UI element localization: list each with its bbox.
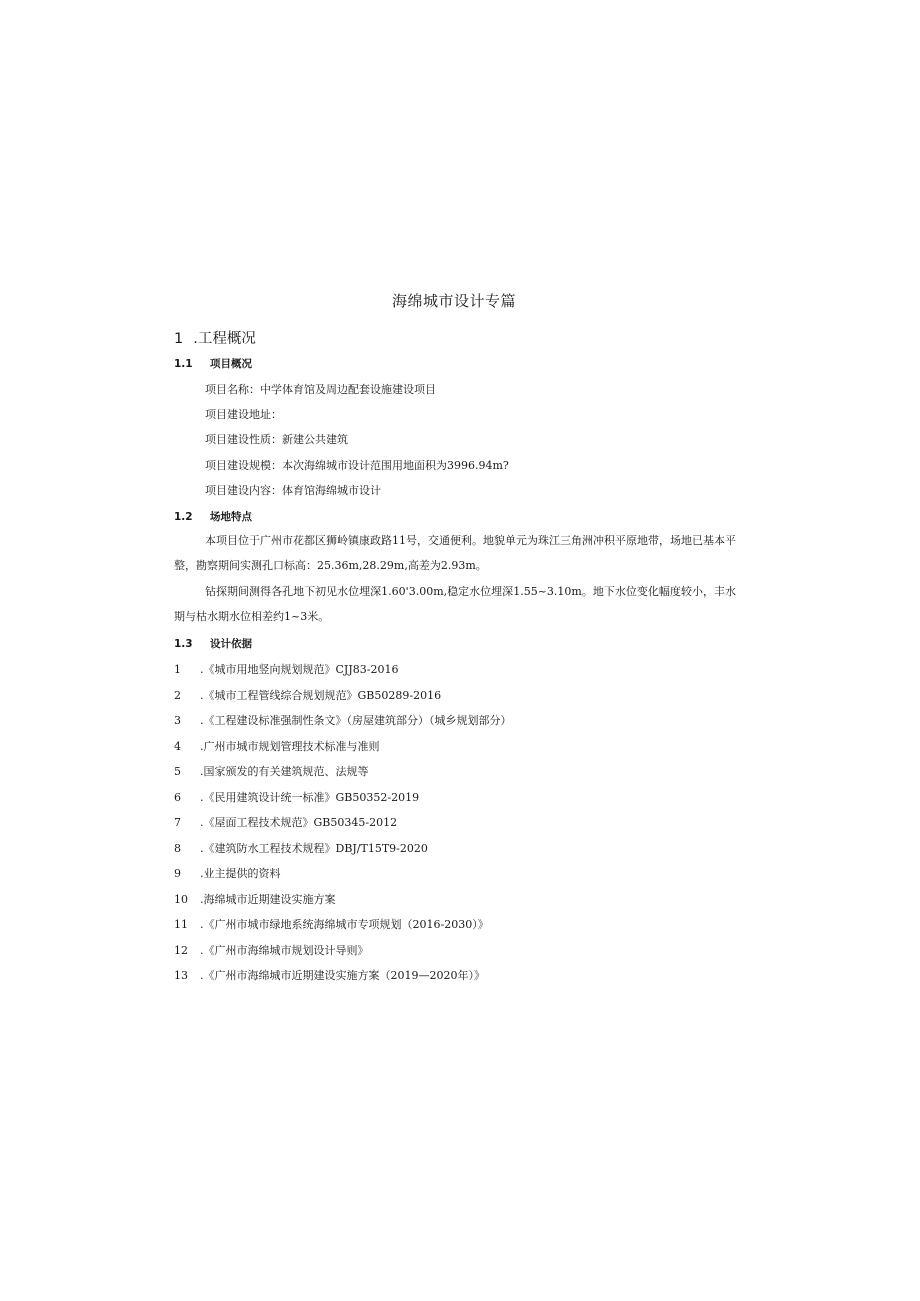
reference-item xyxy=(174,789,419,805)
reference-text: .《工程建设标准强制性条文》（房屋建筑部分）（城乡规划部分） xyxy=(200,714,512,727)
reference-number: 5 xyxy=(174,765,181,778)
reference-text: .业主提供的资料 xyxy=(200,867,281,880)
subsection-1-2-title: 场地特点 xyxy=(210,511,252,523)
section-1-number: 1 xyxy=(174,331,184,347)
subsection-1-1-heading xyxy=(174,356,252,371)
reference-item xyxy=(174,967,485,983)
reference-text: .《民用建筑设计统一标准》GB50352-2019 xyxy=(200,791,420,804)
reference-text: .国家颁发的有关建筑规范、法规等 xyxy=(200,765,369,778)
reference-item xyxy=(174,687,441,703)
reference-item xyxy=(174,814,397,830)
reference-number: 10 xyxy=(174,893,188,906)
reference-number: 6 xyxy=(174,791,181,804)
reference-text: .《广州市海绵城市规划设计导则》 xyxy=(200,944,369,957)
site-paragraph-1: 本项目位于广州市花都区狮岭镇康政路11号，交通便利。地貌单元为珠江三角洲冲积平原地带，场地已基本平整，勘察期间实测孔口标高：25.36m,28.29m,高差为2.93m。 xyxy=(174,534,736,572)
reference-number: 12 xyxy=(174,944,188,957)
subsection-1-1-title: 项目概况 xyxy=(210,358,252,370)
reference-number: 2 xyxy=(174,689,181,702)
reference-number: 7 xyxy=(174,816,181,829)
subsection-1-1-number: 1.1 xyxy=(174,358,193,370)
reference-text: .《广州市海绵城市近期建设实施方案（2019—2020年）》 xyxy=(200,969,485,982)
reference-number: 3 xyxy=(174,714,181,727)
reference-item xyxy=(174,712,512,728)
subsection-1-2-number: 1.2 xyxy=(174,511,193,523)
reference-number: 4 xyxy=(174,740,181,753)
reference-item xyxy=(174,840,428,856)
subsection-1-3-number: 1.3 xyxy=(174,638,193,650)
reference-item xyxy=(174,661,398,677)
site-paragraph-2: 钻探期间测得各孔地下初见水位埋深1.60'3.00m,稳定水位埋深1.55~3.10m。地下水位变化幅度较小，丰水期与枯水期水位相差约1~3米。 xyxy=(174,585,736,623)
reference-text: .广州市城市规划管理技术标准与准则 xyxy=(200,740,380,753)
reference-number: 9 xyxy=(174,867,181,880)
subsection-1-3-heading xyxy=(174,636,252,651)
project-nature-line: 项目建设性质：新建公共建筑 xyxy=(205,433,348,446)
reference-item xyxy=(174,942,369,958)
reference-item xyxy=(174,763,369,779)
reference-number: 11 xyxy=(174,918,188,931)
reference-text: .《屋面工程技术规范》GB50345-2012 xyxy=(200,816,398,829)
reference-text: .《城市用地竖向规划规范》CJJ83-2016 xyxy=(200,663,399,676)
section-1-heading xyxy=(174,327,256,348)
reference-number: 13 xyxy=(174,969,188,982)
reference-item xyxy=(174,738,380,754)
project-content-line: 项目建设内容：体育馆海绵城市设计 xyxy=(205,484,381,497)
document-title: 海绵城市设计专篇 xyxy=(391,292,516,310)
project-scale-line: 项目建设规模：本次海绵城市设计范围用地面积为3996.94m? xyxy=(205,459,509,472)
reference-item xyxy=(174,865,281,881)
reference-text: .《建筑防水工程技术规程》DBJ/T15T9-2020 xyxy=(200,842,428,855)
subsection-1-2-heading xyxy=(174,509,252,524)
section-1-title: .工程概况 xyxy=(193,331,256,347)
project-name-line: 项目名称：中学体育馆及周边配套设施建设项目 xyxy=(205,383,436,396)
reference-item xyxy=(174,891,336,907)
reference-text: .《广州市城市绿地系统海绵城市专项规划（2016-2030）》 xyxy=(200,918,489,931)
reference-item xyxy=(174,916,489,932)
reference-text: .海绵城市近期建设实施方案 xyxy=(200,893,336,906)
subsection-1-3-title: 设计依据 xyxy=(210,638,252,650)
reference-number: 8 xyxy=(174,842,181,855)
project-address-line: 项目建设地址： xyxy=(205,408,282,421)
reference-text: .《城市工程管线综合规划规范》GB50289-2016 xyxy=(200,689,442,702)
reference-number: 1 xyxy=(174,663,181,676)
